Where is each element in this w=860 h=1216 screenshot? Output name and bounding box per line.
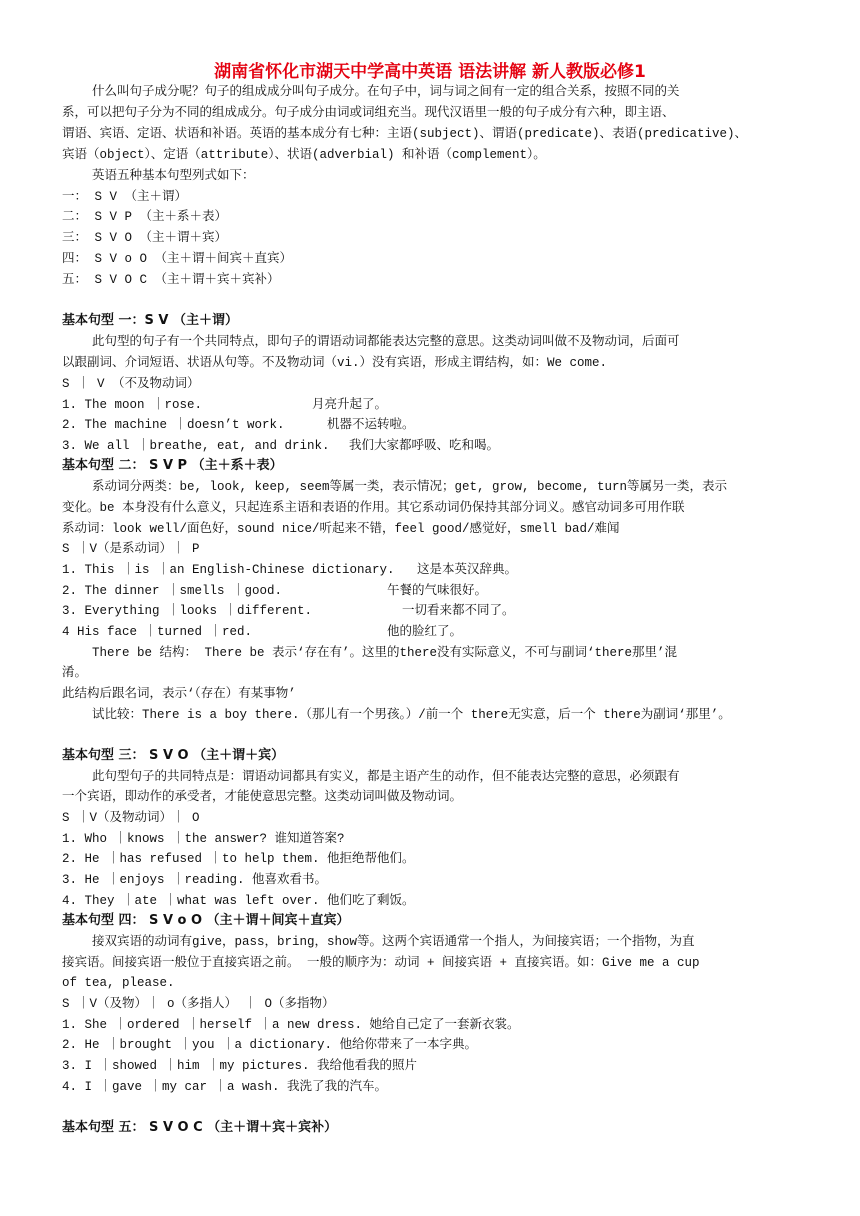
example-english: 2. The machine ｜doesn’t work. bbox=[62, 418, 285, 432]
example-english: 4 His face ｜turned ｜red. bbox=[62, 625, 253, 639]
section-heading: 基本句型 一：S V （主＋谓） bbox=[62, 313, 239, 328]
example-row: 3. He ｜enjoys ｜reading. 他喜欢看书。 bbox=[62, 873, 328, 887]
there-be-line: 试比较：There is a boy there.（那儿有一个男孩。）/前一个 there无实意，后一个 there为副词‘那里’。 bbox=[92, 708, 731, 722]
example-row bbox=[62, 601, 822, 621]
example-english: 3. Everything ｜looks ｜different. bbox=[62, 604, 313, 618]
structure-line: S ｜V（及物动词）｜ O bbox=[62, 811, 200, 825]
example-row: 2. He ｜brought ｜you ｜a dictionary. 他给你带来了一本字典。 bbox=[62, 1038, 478, 1052]
pattern-item: 五： S V O C （主＋谓＋宾＋宾补） bbox=[62, 273, 280, 287]
section-paragraph-line: 接双宾语的动词有give，pass，bring，show等。这两个宾语通常一个指人，为间接宾语；一个指物，为直 bbox=[92, 935, 695, 949]
example-row: 1. Who ｜knows ｜the answer? 谁知道答案? bbox=[62, 832, 345, 846]
there-be-line: 此结构后跟名词，表示‘（存在）有某事物’ bbox=[62, 687, 296, 701]
intro-line: 系，可以把句子分为不同的组成成分。句子成分由词或词组充当。现代汉语里一般的句子成分有六种，即主语、 bbox=[62, 106, 675, 120]
example-english: 1. The moon ｜rose. bbox=[62, 398, 203, 412]
pattern-item: 三： S V O （主＋谓＋宾） bbox=[62, 231, 228, 245]
example-row bbox=[62, 436, 822, 456]
structure-line: S ｜ V （不及物动词） bbox=[62, 377, 200, 391]
section-heading: 基本句型 五： S V O C （主＋谓＋宾＋宾补） bbox=[62, 1120, 338, 1135]
example-chinese: 机器不运转啦。 bbox=[327, 418, 415, 432]
section-paragraph-line: 此句型句子的共同特点是：谓语动词都具有实义，都是主语产生的动作，但不能表达完整的意思，必须跟有 bbox=[92, 770, 680, 784]
example-row: 3. I ｜showed ｜him ｜my pictures. 我给他看我的照片 bbox=[62, 1059, 418, 1073]
section-heading: 基本句型 三： S V O （主＋谓＋宾） bbox=[62, 748, 285, 763]
pattern-item: 二： S V P （主＋系＋表） bbox=[62, 210, 228, 224]
example-row bbox=[62, 415, 822, 435]
intro-line: 宾语（object）、定语（attribute）、状语(adverbial) 和补语（complement）。 bbox=[62, 148, 546, 162]
example-chinese: 午餐的气味很好。 bbox=[387, 584, 488, 598]
there-be-line: There be 结构： There be 表示‘存在有’。这里的there没有实际意义，不可与副词‘there那里’混 bbox=[92, 646, 678, 660]
example-english: 3. We all ｜breathe, eat, and drink. bbox=[62, 439, 330, 453]
example-row bbox=[62, 560, 822, 580]
section-paragraph-line: 接宾语。间接宾语一般位于直接宾语之前。 一般的顺序为：动词 + 间接宾语 + 直接宾语。如：Give me a cup bbox=[62, 956, 700, 970]
example-chinese: 我们大家都呼吸、吃和喝。 bbox=[349, 439, 500, 453]
section-paragraph-line: 此句型的句子有一个共同特点，即句子的谓语动词都能表达完整的意思。这类动词叫做不及物动词，后面可 bbox=[92, 335, 680, 349]
example-row bbox=[62, 581, 822, 601]
example-row: 1. She ｜ordered ｜herself ｜a new dress. 她给自己定了一套新衣裳。 bbox=[62, 1018, 520, 1032]
section-paragraph-line: 系动词分两类：be, look, keep, seem等属一类，表示情况；get, grow, become, turn等属另一类，表示 bbox=[92, 480, 728, 494]
intro-line: 英语五种基本句型列式如下： bbox=[92, 169, 255, 183]
example-row bbox=[62, 622, 822, 642]
example-chinese: 月亮升起了。 bbox=[312, 398, 388, 412]
example-chinese: 他的脸红了。 bbox=[387, 625, 463, 639]
there-be-line: 淆。 bbox=[62, 666, 88, 680]
example-chinese: 这是本英汉辞典。 bbox=[417, 563, 518, 577]
section-heading: 基本句型 四： S V o O （主＋谓＋间宾＋直宾） bbox=[62, 913, 350, 928]
example-chinese: 一切看来都不同了。 bbox=[402, 604, 515, 618]
structure-line: S ｜V（及物）｜ o（多指人） ｜ O（多指物） bbox=[62, 997, 335, 1011]
section-paragraph-line: of tea, please. bbox=[62, 976, 175, 990]
section-paragraph-line: 系动词：look well/面色好，sound nice/听起来不错，feel good/感觉好，smell bad/难闻 bbox=[62, 522, 620, 536]
example-row: 4. They ｜ate ｜what was left over. 他们吃了剩饭。 bbox=[62, 894, 415, 908]
section-paragraph-line: 以跟副词、介词短语、状语从句等。不及物动词（vi.）没有宾语，形成主谓结构，如：We come. bbox=[62, 356, 608, 370]
example-row: 4. I ｜gave ｜my car ｜a wash. 我洗了我的汽车。 bbox=[62, 1080, 388, 1094]
section-paragraph-line: 变化。be 本身没有什么意义，只起连系主语和表语的作用。其它系动词仍保持其部分词义。感官动词多可用作联 bbox=[62, 501, 685, 515]
structure-line: S ｜V（是系动词）｜ P bbox=[62, 542, 200, 556]
section-heading: 基本句型 二： S V P （主＋系＋表） bbox=[62, 458, 283, 473]
pattern-item: 一： S V （主＋谓） bbox=[62, 190, 188, 204]
intro-line: 什么叫句子成分呢？句子的组成成分叫句子成分。在句子中，词与词之间有一定的组合关系，按照不同的关 bbox=[92, 85, 680, 99]
example-english: 1. This ｜is ｜an English-Chinese dictionary. bbox=[62, 563, 395, 577]
example-english: 2. The dinner ｜smells ｜good. bbox=[62, 584, 283, 598]
example-row bbox=[62, 395, 822, 415]
example-row: 2. He ｜has refused ｜to help them. 他拒绝帮他们。 bbox=[62, 852, 415, 866]
intro-line: 谓语、宾语、定语、状语和补语。英语的基本成分有七种：主语(subject)、谓语(predicate)、表语(predicative)、 bbox=[62, 127, 748, 141]
section-paragraph-line: 一个宾语，即动作的承受者，才能使意思完整。这类动词叫做及物动词。 bbox=[62, 790, 463, 804]
pattern-item: 四： S V o O （主＋谓＋间宾＋直宾） bbox=[62, 252, 293, 266]
document-title: 湖南省怀化市湖天中学高中英语 语法讲解 新人教版必修1 bbox=[214, 62, 646, 82]
